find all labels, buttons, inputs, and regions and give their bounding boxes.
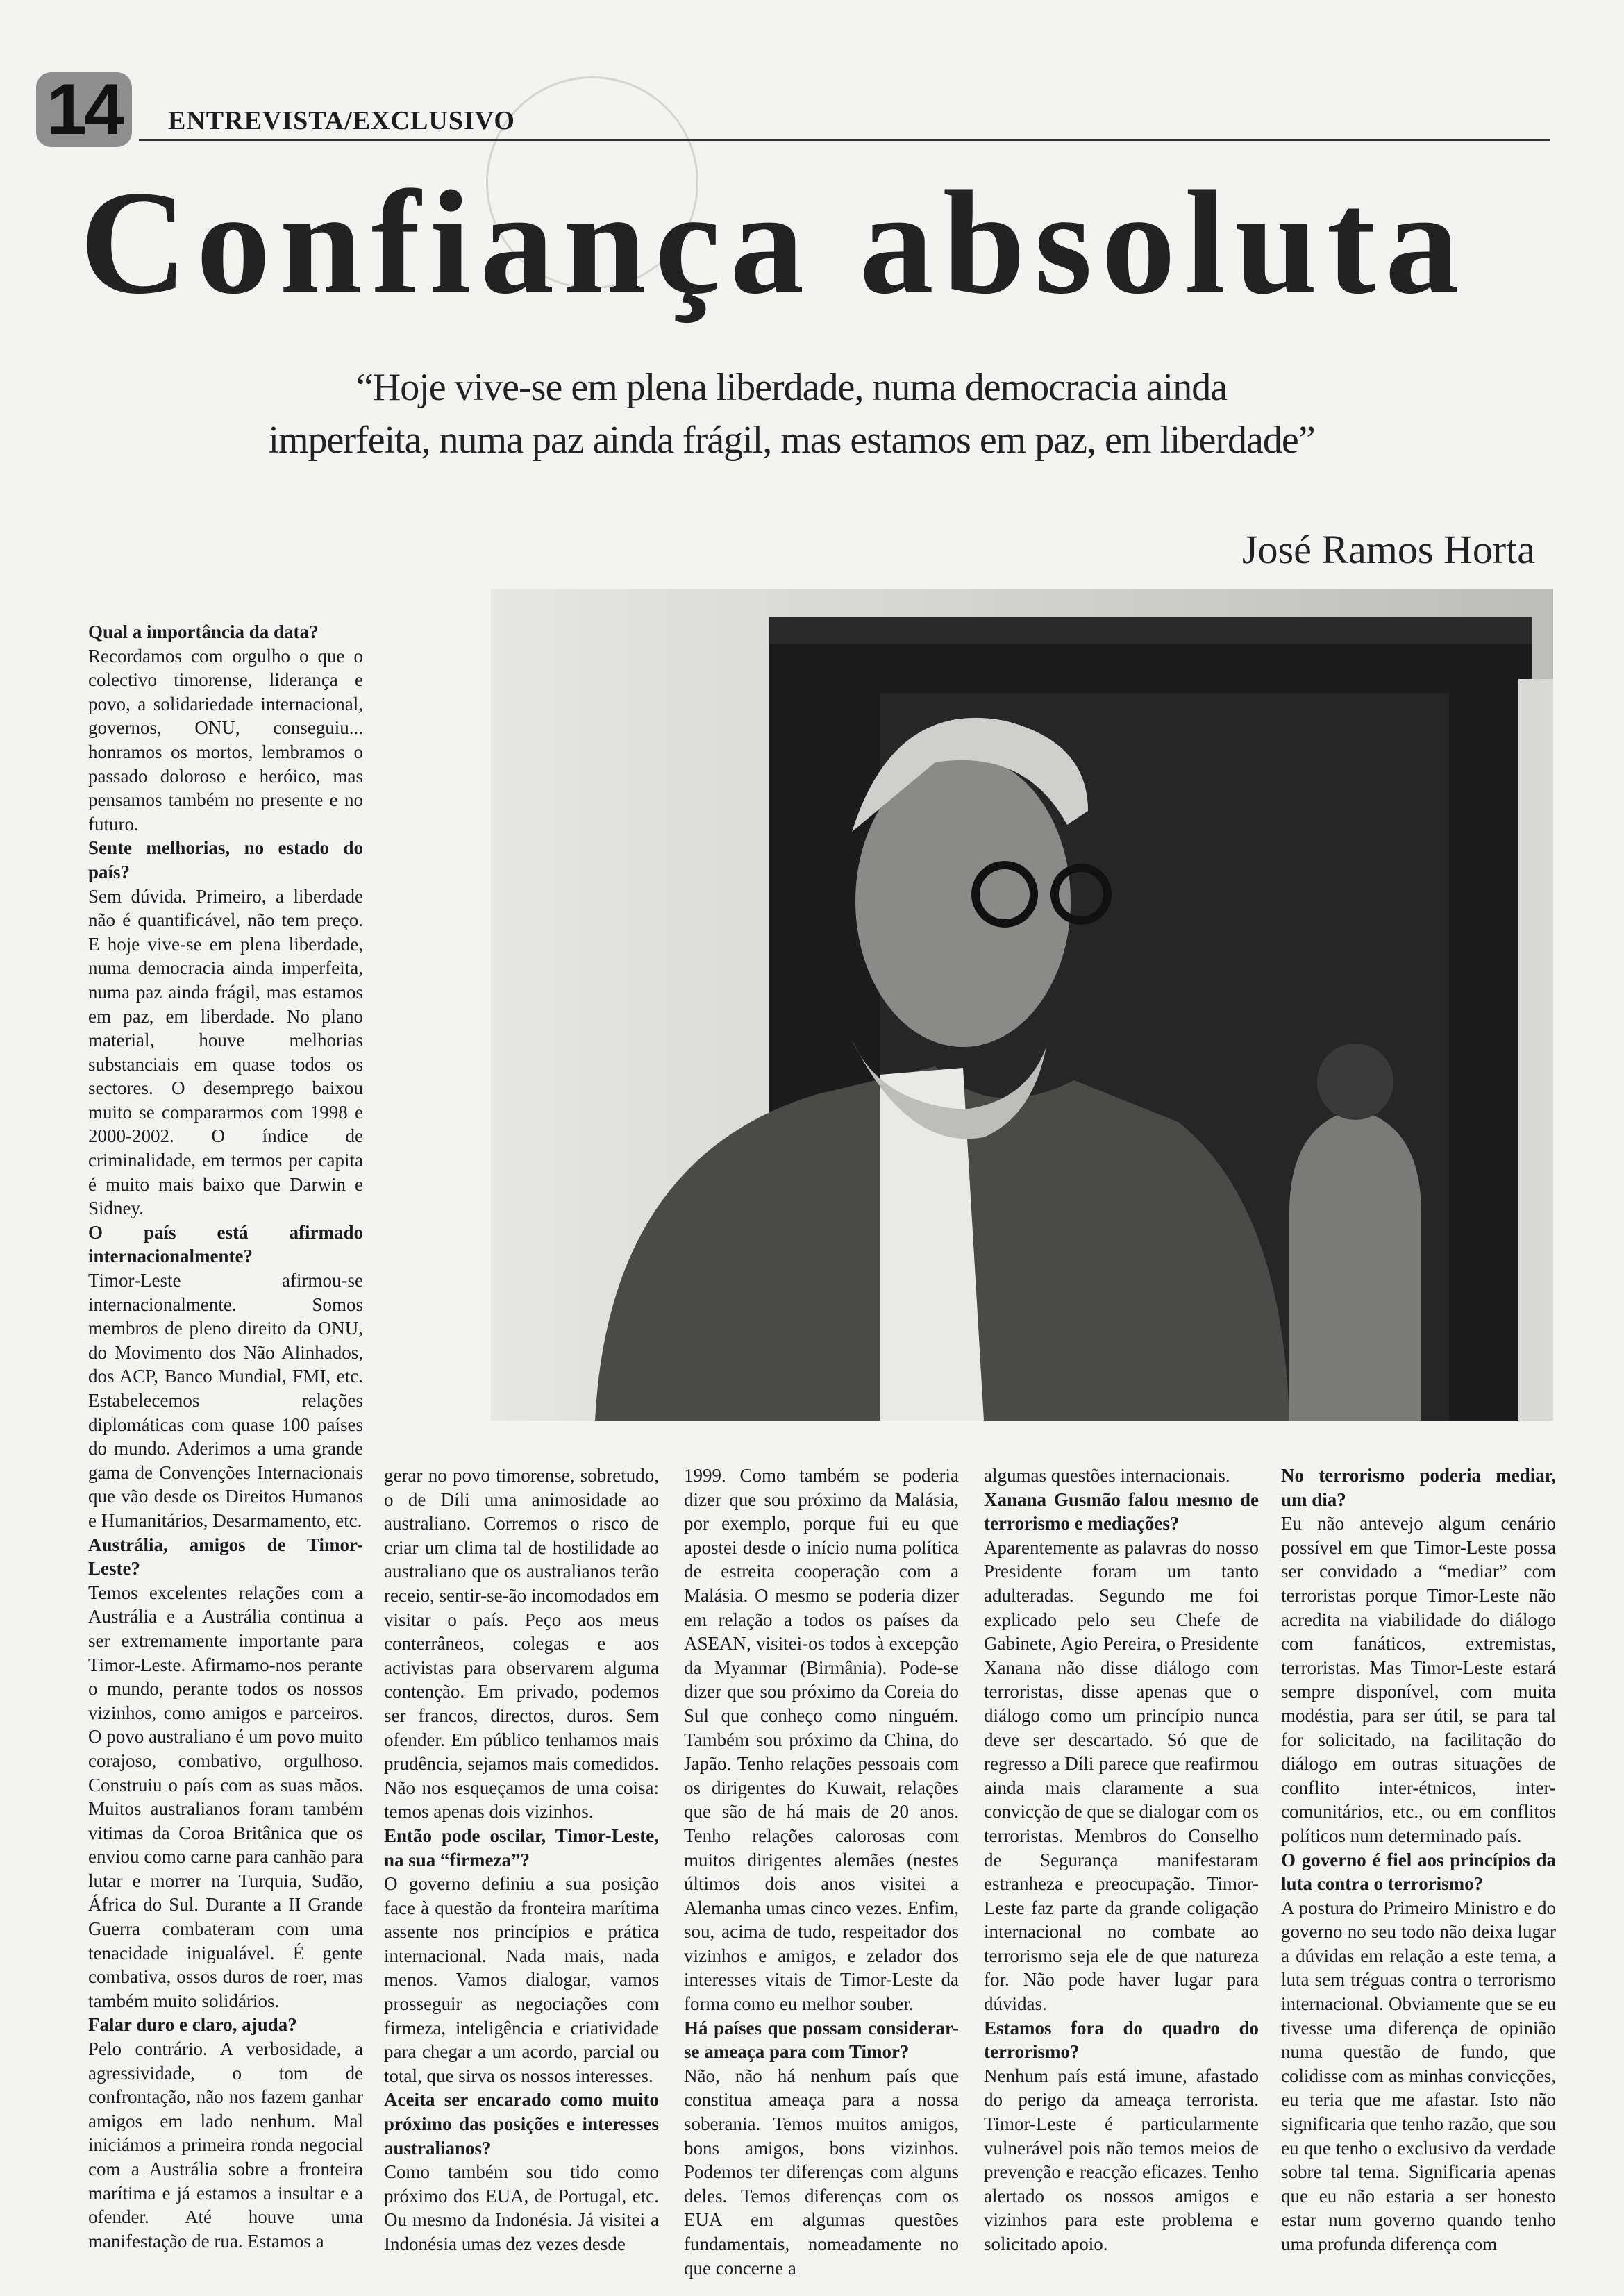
interview-question: Qual a importância da data?	[88, 621, 319, 642]
interview-answer: Não, não há nenhum país que constitua ameaça para a nossa soberania. Temos muitos amigos, bons amigos, bons vizinhos. Podemos ter diferenças com alguns deles. Temos diferenças com os EUA em algumas questões fundamentais, nomeadamente no que concerne a	[684, 2065, 959, 2279]
interview-question: Há países que possam considerar-se ameaça para com Timor?	[684, 2017, 959, 2063]
interview-answer: Aparentemente as palavras do nosso Presidente foram um tanto adulteradas. Segundo me foi explicado pelo seu Chefe de Gabinete, Agio Pereira, o Presidente Xanana não disse diálogo com terroristas, disse apenas que o diálogo como um princípio nunca deve ser descartado. Só que de regresso a Díli parece que reafirmou ainda mais claramente a sua convicção de que se dialogar com os terroristas. Membros do Conselho de Segurança manifestaram estranheza e preocupação. Timor-Leste faz parte da grande coligação internacional no combate ao terrorismo seja ele de que natureza for. Não pode haver lugar para dúvidas.	[984, 1536, 1259, 2015]
interview-question: Falar duro e claro, ajuda?	[88, 2014, 297, 2036]
interview-answer: O governo definiu a sua posição face à questão da fronteira marítima assente nos princípios e prática internacional. Nada mais, nada menos. Vamos dialogar, vamos prosseguir as negociações com firmeza, inteligência e criatividade para chegar a um acordo, parcial ou total, que sirva os nossos interesses.	[384, 1873, 659, 2086]
interview-question: O governo é fiel aos princípios da luta contra o terrorismo?	[1281, 1849, 1556, 1895]
interview-answer: Pelo contrário. A verbosidade, a agressividade, o tom de confrontação, não nos fazem ganhar amigos em lado nenhum. Mal iniciámos a primeira ronda negocial com a Austrália sobre a fronteira marítima e já estamos a insultar e a ofender. Até houve uma manifestação de rua. Estamos a	[88, 2038, 363, 2252]
section-label: ENTREVISTA/EXCLUSIVO	[168, 106, 515, 135]
interview-answer: Nenhum país está imune, afastado do perigo da ameaça terrorista. Timor-Leste é particularmente vulnerável pois não temos meios de prevenção e reacção eficazes. Tenho alertado os nossos amigos e vizinhos para este problema e solicitado apoio.	[984, 2065, 1259, 2254]
interview-answer: gerar no povo timorense, sobretudo, o de Díli uma animosidade ao australiano. Corremos o risco de criar um clima tal de hostilidade ao australiano que os australianos terão receio, sentir-se-ão incomodados em visitar o país. Peço aos meus conterrâneos, colegas e aos activistas para observarem alguma contenção. Em privado, podemos ser francos, directos, duros. Sem ofender. Em público tenhamos mais prudência, sejamos mais comedidos. Não nos esqueçamos de uma coisa: temos apenas dois vizinhos.	[384, 1465, 659, 1822]
interview-question: O país está afirmado internacionalmente?	[88, 1221, 363, 1267]
interview-question: Aceita ser encarado como muito próximo das posições e interesses australianos?	[384, 2089, 659, 2159]
page-number: 14	[36, 72, 132, 147]
photo-image-icon	[491, 589, 1553, 1421]
interview-question: Sente melhorias, no estado do país?	[88, 837, 363, 882]
interview-question: Estamos fora do quadro do terrorismo?	[984, 2017, 1259, 2063]
interview-question: Austrália, amigos de Timor-Leste?	[88, 1534, 363, 1579]
interview-question: Então pode oscilar, Timor-Leste, na sua “firmeza”?	[384, 1825, 659, 1870]
article-column-4	[984, 1464, 1259, 2256]
article-column-3	[684, 1464, 959, 2280]
pull-quote-line: “Hoje vive-se em plena liberdade, numa democracia ainda	[355, 366, 1228, 409]
article-column-1	[88, 620, 363, 2253]
interview-answer: Temos excelentes relações com a Austrália e a Austrália continua a ser extremamente importante para Timor-Leste. Afirmamo-nos perante o mundo, perante todos os nossos vizinhos, como amigos e parceiros. O povo australiano é um povo muito corajoso, combativo, orgulhoso. Construiu o país com as suas mãos. Muitos australianos foram também vitimas da Coroa Britânica que os enviou como carne para canhão para lutar e morrer na Turquia, Sudão, África do Sul. Durante a II Grande Guerra combateram com uma tenacidade inigualável. É gente combativa, ossos duros de roer, mas também muito solidários.	[88, 1582, 363, 2011]
article-column-5	[1281, 1464, 1556, 2256]
header-rule	[139, 139, 1550, 141]
interview-answer: Como também sou tido como próximo dos EUA, de Portugal, etc. Ou mesmo da Indonésia. Já visitei a Indonésia umas dez vezes desde	[384, 2161, 659, 2254]
portrait-photo	[491, 589, 1553, 1421]
interview-answer: Sem dúvida. Primeiro, a liberdade não é quantificável, não tem preço. E hoje vive-se em plena liberdade, numa democracia ainda imperfeita, numa paz ainda frágil, mas estamos em paz, em liberdade. No plano material, houve melhorias substanciais em quase todos os sectores. O desemprego baixou muito se compararmos com 1998 e 2000-2002. O índice de criminalidade, em termos per capita é muito mais baixo que Darwin e Sidney.	[88, 885, 363, 1219]
interview-question: No terrorismo poderia mediar, um dia?	[1281, 1465, 1556, 1510]
pull-quote	[104, 361, 1479, 467]
headline: Confiança absoluta	[80, 160, 1468, 325]
interview-question: Xanana Gusmão falou mesmo de terrorismo e mediações?	[984, 1489, 1259, 1534]
interview-answer: Eu não antevejo algum cenário possível em que Timor-Leste possa ser convidado a “mediar” com terroristas porque Timor-Leste não acredita na viabilidade do diálogo com fanáticos, extremistas, terroristas. Mas Timor-Leste estará sempre disponível, com muita modéstia, para ser útil, se para tal for solicitado, na facilitação do diálogo em outras situações de conflito inter-étnicos, inter-comunitários, etc., ou em conflitos políticos num determinado país.	[1281, 1513, 1556, 1846]
byline: José Ramos Horta	[1241, 527, 1535, 572]
article-column-2	[384, 1464, 659, 2256]
interview-answer: A postura do Primeiro Ministro e do governo no seu todo não deixa lugar a dúvidas em relação a este tema, a luta sem tréguas contra o terrorismo internacional. Obviamente que se eu tivesse uma diferença de opinião numa questão de fundo, que colidisse com as minhas convicções, eu teria que me afastar. Isto não significaria que tenho razão, que sou eu que tenho o exclusivo da verdade sobre tal tema. Significaria apenas que eu não estaria a ser honesto estar num governo quando tenho uma profunda diferença com	[1281, 1897, 1556, 2254]
interview-answer: 1999. Como também se poderia dizer que sou próximo da Malásia, por exemplo, porque fui eu que apostei desde o início numa política de estreita cooperação com a Malásia. O mesmo se poderia dizer em relação a todos os países da ASEAN, visitei-os todos à excepção da Myanmar (Birmânia). Pode-se dizer que sou próximo da Coreia do Sul que conheço como ninguém. Também sou próximo da China, do Japão. Tenho relações pessoais com os dirigentes do Kuwait, relações que são de há mais de 20 anos. Tenho relações calorosas com muitos dirigentes alemães (nestes últimos dois anos visitei a Alemanha umas cinco vezes. Enfim, sou, acima de tudo, respeitador dos vizinhos e amigos, e zelador dos interesses vitais de Timor-Leste da forma como eu melhor souber.	[684, 1465, 959, 2015]
interview-answer: algumas questões internacionais.	[984, 1465, 1230, 1486]
interview-answer: Recordamos com orgulho o que o colectivo timorense, liderança e povo, a solidariedade internacional, governos, ONU, conseguiu... honramos os mortos, lembramos o passado doloroso e heróico, mas pensamos também no presente e no futuro.	[88, 645, 363, 835]
interview-answer: Timor-Leste afirmou-se internacionalmente. Somos membros de pleno direito da ONU, do Movimento dos Não Alinhados, dos ACP, Banco Mundial, FMI, etc. Estabelecemos relações diplomáticas com quase 100 países do mundo. Aderimos a uma grande gama de Convenções Internacionais que vão desde os Direitos Humanos e Humanitários, Desarmamento, etc.	[88, 1270, 363, 1531]
pull-quote-line: imperfeita, numa paz ainda frágil, mas estamos em paz, em liberdade”	[268, 419, 1315, 462]
